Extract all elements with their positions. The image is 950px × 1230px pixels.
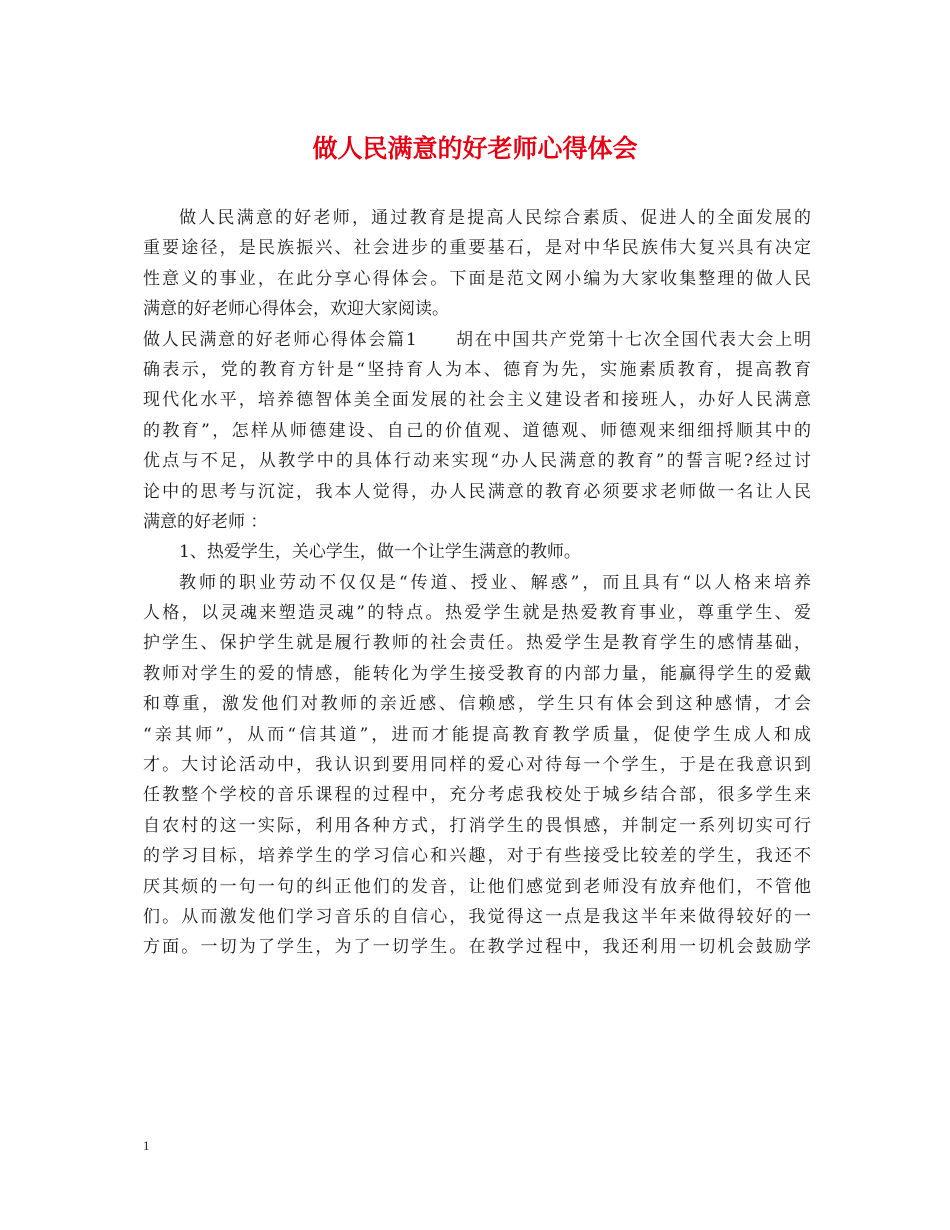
- text-line: 方面。一切为了学生，为了一切学生。在教学过程中，我还利用一切机会鼓励学: [143, 937, 811, 958]
- text-line: 的教育”，怎样从师德建设、自己的价值观、道德观、师德观来细细捋顺其中的: [143, 420, 811, 441]
- text-line: 重要途径，是民族振兴、社会进步的重要基石，是对中华民族伟大复兴具有决定: [143, 238, 811, 259]
- text-line: 教师对学生的爱的情感，能转化为学生接受教育的内部力量，能赢得学生的爱戴: [143, 663, 811, 684]
- text-line: 论中的思考与沉淀，我本人觉得，办人民满意的教育必须要求老师做一名让人民: [143, 481, 811, 502]
- text-line: 做人民满意的好老师心得体会篇1 胡在中国共产党第十七次全国代表大会上明: [143, 329, 811, 350]
- text-line: 的学习目标，培养学生的学习信心和兴趣，对于有些接受比较差的学生，我还不: [143, 846, 811, 867]
- text-line: 性意义的事业，在此分享心得体会。下面是范文网小编为大家收集整理的做人民: [143, 268, 811, 289]
- text-line: 满意的好老师心得体会，欢迎大家阅读。: [143, 299, 449, 320]
- text-line: 任教整个学校的音乐课程的过程中，充分考虑我校处于城乡结合部，很多学生来: [143, 785, 811, 806]
- text-line: 自农村的这一实际，利用各种方式，打消学生的畏惧感，并制定一系列切实可行: [143, 815, 811, 836]
- text-line: 护学生、保护学生就是履行教师的社会责任。热爱学生是教育学生的感情基础，: [143, 633, 811, 654]
- text-line: 做人民满意的好老师，通过教育是提高人民综合素质、促进人的全面发展的: [179, 208, 811, 228]
- text-line: 才。大讨论活动中，我认识到要用同样的爱心对待每一个学生，于是在我意识到: [143, 755, 811, 776]
- text-line: 们。从而激发他们学习音乐的自信心，我觉得这一点是我这半年来做得较好的一: [143, 906, 811, 927]
- text-line: 厌其烦的一句一句的纠正他们的发音，让他们感觉到老师没有放弃他们，不管他: [143, 876, 811, 897]
- text-line: 满意的好老师 ：: [143, 511, 268, 532]
- text-line: 人格，以灵魂来塑造灵魂”的特点。热爱学生就是热爱教育事业，尊重学生、爱: [143, 603, 811, 624]
- text-line: 1、热爱学生，关心学生，做一个让学生满意的教师。: [179, 542, 581, 563]
- text-line: 和尊重，激发他们对教师的亲近感、信赖感，学生只有体会到这种感情，才会: [143, 694, 811, 715]
- document-body: [143, 203, 811, 963]
- page-number: 1: [143, 1138, 150, 1153]
- text-line: 确表示，党的教育方针是“坚持育人为本、德育为先，实施素质教育，提高教育: [143, 359, 811, 380]
- text-line: 现代化水平，培养德智体美全面发展的社会主义建设者和接班人，办好人民满意: [143, 390, 811, 411]
- text-line: 教师的职业劳动不仅仅是“传道、授业、解惑”，而且具有“以人格来培养: [179, 572, 811, 593]
- text-line: 优点与不足，从教学中的具体行动来实现“办人民满意的教育”的誓言呢?经过讨: [143, 451, 811, 472]
- document-title: 做人民满意的好老师心得体会: [312, 134, 638, 163]
- text-line: “亲其师”，从而“信其道”，进而才能提高教育教学质量，促使学生成人和成: [143, 724, 811, 745]
